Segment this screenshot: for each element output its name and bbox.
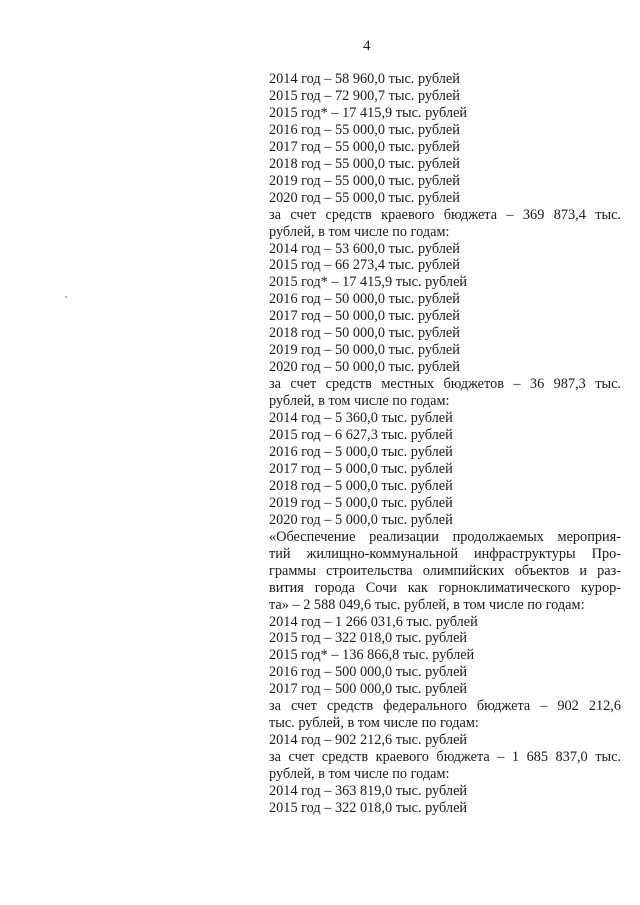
text-line: 2020 год – 55 000,0 тыс. рублей	[269, 189, 460, 206]
text-line: 2018 год – 50 000,0 тыс. рублей	[269, 325, 460, 342]
text-line: 2015 год – 6 627,3 тыс. рублей	[269, 427, 453, 444]
text-line: 2019 год – 5 000,0 тыс. рублей	[269, 494, 453, 511]
text-line: 2017 год – 500 000,0 тыс. рублей	[269, 681, 468, 698]
text-line: 2015 год – 322 018,0 тыс. рублей	[269, 630, 468, 647]
text-line: 2015 год – 66 273,4 тыс. рублей	[269, 257, 460, 274]
text-line: 2017 год – 50 000,0 тыс. рублей	[269, 308, 460, 325]
text-line: за счет средств федерального бюджета – 902 212,6	[269, 698, 621, 715]
text-line: рублей, в том числе по годам:	[269, 766, 450, 783]
text-line: та» – 2 588 049,6 тыс. рублей, в том числе по годам:	[269, 596, 585, 613]
text-line: 2014 год – 1 266 031,6 тыс. рублей	[269, 613, 478, 630]
text-line: рублей, в том числе по годам:	[269, 393, 450, 410]
text-line: 2015 год – 322 018,0 тыс. рублей	[269, 799, 468, 816]
text-line: 2014 год – 902 212,6 тыс. рублей	[269, 732, 468, 749]
text-line: 2016 год – 50 000,0 тыс. рублей	[269, 291, 460, 308]
text-line: 2015 год* – 17 415,9 тыс. рублей	[269, 274, 468, 291]
text-line: 2014 год – 58 960,0 тыс. рублей	[269, 71, 460, 87]
text-line: 2019 год – 55 000,0 тыс. рублей	[269, 172, 460, 189]
text-line: 2020 год – 5 000,0 тыс. рублей	[269, 511, 453, 528]
text-line: «Обеспечение реализации продолжаемых мероприя-	[269, 528, 621, 545]
text-line: граммы строительства олимпийских объектов и раз-	[269, 562, 621, 579]
text-line: 2016 год – 55 000,0 тыс. рублей	[269, 121, 460, 138]
text-line: 2019 год – 50 000,0 тыс. рублей	[269, 342, 460, 359]
text-line: 2017 год – 5 000,0 тыс. рублей	[269, 460, 453, 477]
text-line: вития города Сочи как горноклиматического курор-	[269, 579, 621, 596]
text-line: 2014 год – 53 600,0 тыс. рублей	[269, 240, 460, 257]
text-line: за счет средств краевого бюджета – 1 685 837,0 тыс.	[269, 749, 621, 766]
document-body	[269, 71, 621, 817]
text-line: 2014 год – 363 819,0 тыс. рублей	[269, 783, 468, 800]
page-number: 4	[363, 38, 371, 54]
text-line: 2015 год – 72 900,7 тыс. рублей	[269, 87, 460, 104]
text-line: 2014 год – 5 360,0 тыс. рублей	[269, 410, 453, 427]
text-line: тий жилищно-коммунальной инфраструктуры Про-	[269, 545, 621, 562]
scan-speck	[65, 296, 67, 298]
text-line: 2020 год – 50 000,0 тыс. рублей	[269, 359, 460, 376]
text-line: 2015 год* – 136 866,8 тыс. рублей	[269, 647, 475, 664]
text-line: 2017 год – 55 000,0 тыс. рублей	[269, 138, 460, 155]
text-line: 2016 год – 500 000,0 тыс. рублей	[269, 664, 468, 681]
text-line: 2018 год – 5 000,0 тыс. рублей	[269, 477, 453, 494]
text-line: 2016 год – 5 000,0 тыс. рублей	[269, 443, 453, 460]
text-line: 2015 год* – 17 415,9 тыс. рублей	[269, 104, 468, 121]
text-line: 2018 год – 55 000,0 тыс. рублей	[269, 155, 460, 172]
text-line: тыс. рублей, в том числе по годам:	[269, 715, 479, 732]
text-line: за счет средств краевого бюджета – 369 873,4 тыс.	[269, 206, 621, 223]
text-line: рублей, в том числе по годам:	[269, 223, 450, 240]
text-line: за счет средств местных бюджетов – 36 987,3 тыс.	[269, 376, 621, 393]
